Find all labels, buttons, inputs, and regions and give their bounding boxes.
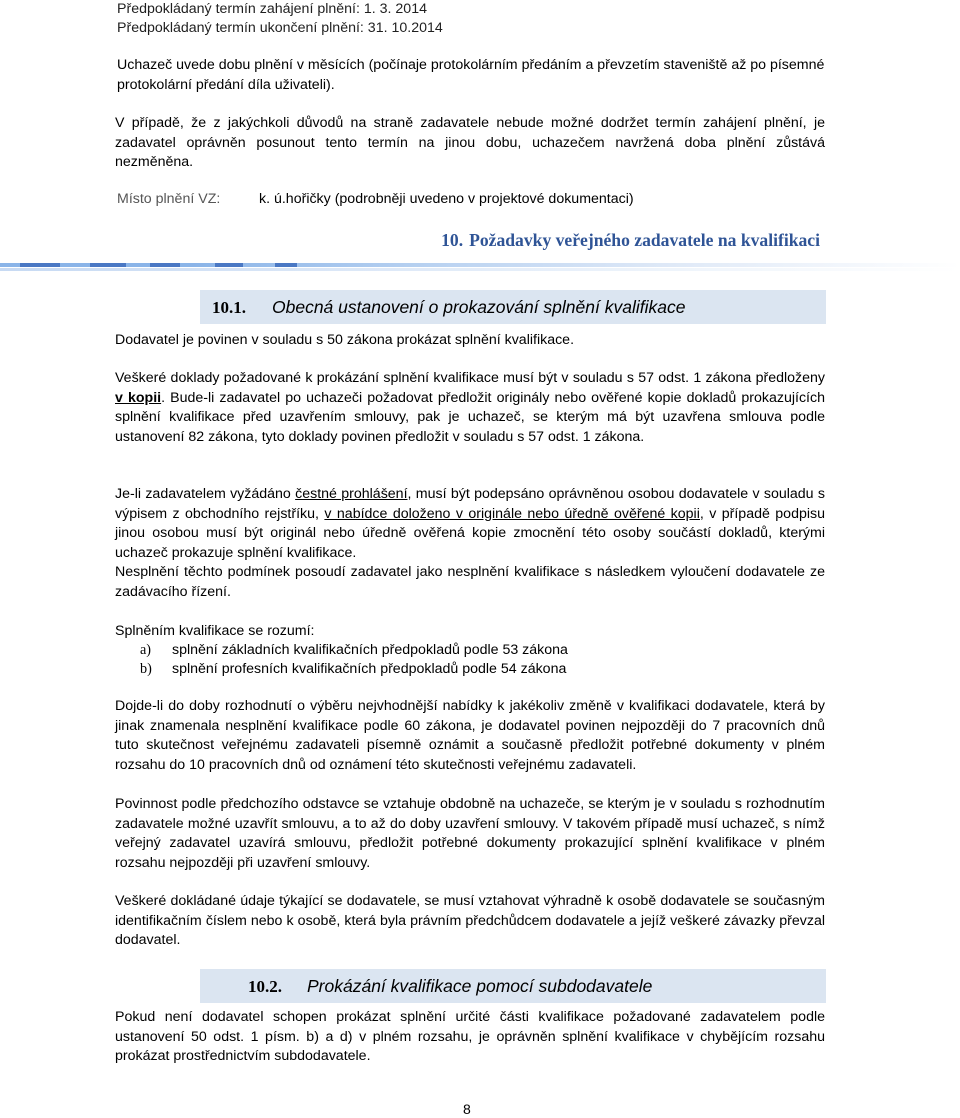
declaration-paragraph: Je-li zadavatelem vyžádáno čestné prohlášení, musí být podepsáno oprávněnou osobou dodavatele v souladu s výpisem z obchodního rejstříku, v nabídce doloženo v originále nebo úředně ověřené kopii, v případě podpisu jinou osobou musí být originál nebo úředně ověřená kopie zmocnění této osoby součástí dokladů, kterými uchazeč prokazuje splnění kvalifikace. <box>115 486 825 561</box>
section-10-title: Požadavky veřejného zadavatele na kvalifikaci <box>469 230 820 250</box>
postpone-paragraph: V případě, že z jakýchkoli důvodů na straně zadavatele nebude možné dodržet termín zahájení plnění, je zadavatel oprávněn posunout tento termín na jinou dobu, uchazečem navržená doba plnění zůstává nezměněna. <box>115 115 825 171</box>
dates-block <box>117 0 817 38</box>
duration-paragraph: Uchazeč uvede dobu plnění v měsících (počínaje protokolárním předáním a převzetím staveniště až po písemné protokolární předání díla uživateli). <box>117 57 825 93</box>
subcontractor-paragraph: Pokud není dodavatel schopen prokázat splnění určité části kvalifikace požadované zadavatelem podle ustanovení 50 odst. 1 písm. b) a d) v plném rozsahu, je oprávněn splnění kvalifikace v chybějícím rozsahu prokázat prostřednictvím subdodavatele. <box>115 1009 825 1065</box>
subsection-10-2-number: 10.2. <box>248 977 282 996</box>
place-label: Místo plnění VZ: <box>117 191 221 207</box>
end-date-line: Předpokládaný termín ukončení plnění: 31. 10.2014 <box>117 20 443 36</box>
obligation-paragraph: Dodavatel je povinen v souladu s 50 zákona prokázat splnění kvalifikace. <box>115 332 575 348</box>
subsection-10-1-heading <box>200 290 826 324</box>
start-date-line: Předpokládaný termín zahájení plnění: 1. 3. 2014 <box>117 1 427 17</box>
obligation-extension-paragraph: Povinnost podle předchozího odstavce se vztahuje obdobně na uchazeče, se kterým je v souladu s rozhodnutím zadavatele možné uzavřít smlouvu, a to až do doby uzavření smlouvy. V takovém případě musí uchazeč, s nímž veřejný zadavatel uzavírá smlouvu, předložit potřebné dokumenty prokazující splnění kvalifikace v plném rozsahu nejpozději při uzavření smlouvy. <box>115 796 825 871</box>
subsection-10-2-title: Prokázání kvalifikace pomocí subdodavatele <box>307 976 653 996</box>
section-10-number: 10. <box>441 230 464 250</box>
heading-rule <box>0 260 960 274</box>
subsection-10-1-number: 10.1. <box>212 298 246 317</box>
subsection-10-1-title: Obecná ustanovení o prokazování splnění kvalifikace <box>272 297 686 317</box>
place-value: k. ú.hořičky (podrobněji uvedeno v projektové dokumentaci) <box>259 191 634 207</box>
identity-paragraph: Veškeré dokládané údaje týkající se dodavatele, se musí vztahovat výhradně k osobě dodavatele se současným identifikačním číslem nebo k osobě, která byla právním předchůdcem dodavatele a jejíž veškeré závazky převzal dodavatel. <box>115 893 825 949</box>
subsection-10-2-heading <box>200 969 826 1003</box>
list-item: a) splnění základních kvalifikačních předpokladů podle 53 zákona <box>140 642 568 658</box>
copy-emphasis: v kopii <box>115 389 162 406</box>
declaration-emphasis: čestné prohlášení <box>295 486 408 502</box>
documents-paragraph: Veškeré doklady požadované k prokázání splnění kvalifikace musí být v souladu s 57 odst. 1 zákona předloženy v kopii. Bude-li zadavatel po uchazeči požadovat předložit originály nebo ověřené kopie dokladů prokazujících splnění kvalifikace před uzavřením smlouvy, pak je uchazeč, se kterým má být uzavřena smlouva podle ustanovení 82 zákona, tyto doklady povinen předložit v souladu s 57 odst. 1 zákona. <box>115 370 825 445</box>
list-item: b) splnění profesních kvalifikačních předpokladů podle 54 zákona <box>140 661 567 677</box>
section-10-heading <box>441 230 820 251</box>
non-compliance-paragraph: Nesplnění těchto podmínek posoudí zadavatel jako nesplnění kvalifikace s následkem vyloučení dodavatele ze zadávacího řízení. <box>115 564 825 600</box>
page-number: 8 <box>463 1101 471 1117</box>
change-paragraph: Dojde-li do doby rozhodnutí o výběru nejvhodnější nabídky k jakékoliv změně v kvalifikaci dodavatele, která by jinak znamenala nesplnění kvalifikace podle 60 zákona, je dodavatel povinen nejpozději do 7 pracovních dnů tuto skutečnost veřejnému zadavateli písemně oznámit a současně předložit potřebné dokumenty v plném rozsahu do 10 pracovních dnů od oznámení této skutečnosti veřejnému zadavateli. <box>115 698 825 773</box>
original-emphasis: v nabídce doloženo v originále nebo úředně ověřené kopii, <box>324 505 704 522</box>
qualification-intro: Splněním kvalifikace se rozumí: <box>115 623 315 639</box>
